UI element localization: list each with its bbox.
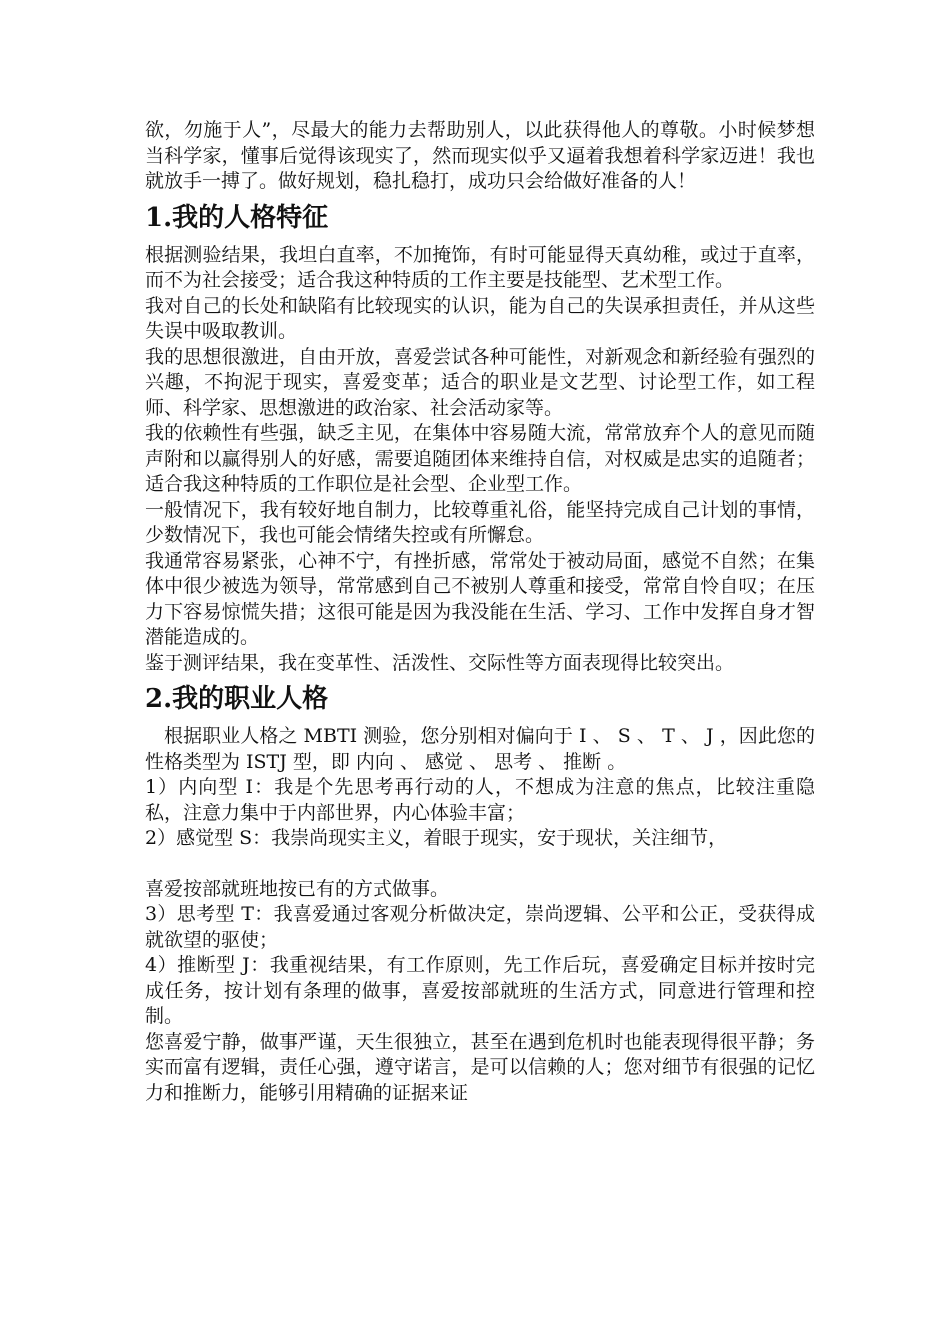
section2-intro: 根据职业人格之 MBTI 测验，您分别相对偏向于 I 、 S 、 T 、 J ，因此您的性格类型为 ISTJ 型，即 内向 、 感觉 、 思考 、 推断 。 (145, 725, 815, 773)
section1-paragraph: 根据测验结果，我坦白直率，不加掩饰，有时可能显得天真幼稚，或过于直率，而不为社会接受；适合我这种特质的工作主要是技能型、艺术型工作。 (145, 243, 815, 291)
section1-paragraph: 我通常容易紧张，心神不宁，有挫折感，常常处于被动局面，感觉不自然；在集体中很少被选为领导，常常感到自己不被别人尊重和接受，常常自怜自叹；在压力下容易惊慌失措；这很可能是因为我没能在生活、学习、工作中发挥自身才智潜能造成的。 (145, 549, 815, 648)
section1-paragraph: 一般情况下，我有较好地自制力，比较尊重礼俗，能坚持完成自己计划的事情，少数情况下，我也可能会情绪失控或有所懈怠。 (145, 498, 815, 546)
intro-paragraph: 欲，勿施于人”，尽最大的能力去帮助别人，以此获得他人的尊敬。小时候梦想当科学家，懂事后觉得该现实了，然而现实似乎又逼着我想着科学家迈进！我也就放手一搏了。做好规划，稳扎稳打，成功只会给做好准备的人！ (145, 119, 815, 192)
section1-paragraph: 我的思想很激进，自由开放，喜爱尝试各种可能性，对新观念和新经验有强烈的兴趣，不拘泥于现实，喜爱变革；适合的职业是文艺型、讨论型工作，如工程师、科学家、思想激进的政治家、社会活动家等。 (145, 345, 815, 419)
section2-paragraph: 您喜爱宁静，做事严谨，天生很独立，甚至在遇到危机时也能表现得很平静；务实而富有逻辑，责任心强，遵守诺言，是可以信赖的人；您对细节有很强的记忆力和推断力，能够引用精确的证据来证 (145, 1030, 815, 1104)
section1-paragraph: 我的依赖性有些强，缺乏主见，在集体中容易随大流，常常放弃个人的意见而随声附和以赢得别人的好感，需要追随团体来维持自信，对权威是忠实的追随者；适合我这种特质的工作职位是社会型、企业型工作。 (145, 422, 815, 495)
section2-item: 1）内向型 I：我是个先思考再行动的人，不想成为注意的焦点，比较注重隐私，注意力集中于内部世界，内心体验丰富； (145, 776, 815, 824)
section1-heading: 1.我的人格特征 (145, 202, 329, 233)
document-page (145, 118, 815, 1106)
section2-item: 2）感觉型 S：我崇尚现实主义，着眼于现实，安于现状，关注细节， (145, 827, 728, 849)
section2-item: 4）推断型 J：我重视结果，有工作原则，先工作后玩，喜爱确定目标并按时完成任务，按计划有条理的做事，喜爱按部就班的生活方式，同意进行管理和控制。 (145, 954, 815, 1027)
blank-line (145, 852, 815, 877)
section2-item: 喜爱按部就班地按已有的方式做事。 (145, 877, 450, 900)
section2-heading: 2.我的职业人格 (145, 684, 329, 714)
section1-paragraph: 鉴于测评结果，我在变革性、活泼性、交际性等方面表现得比较突出。 (145, 651, 735, 674)
section1-paragraph: 我对自己的长处和缺陷有比较现实的认识，能为自己的失误承担责任，并从这些失误中吸取教训。 (145, 294, 815, 342)
section2-item: 3）思考型 T：我喜爱通过客观分析做决定，崇尚逻辑、公平和公正，受获得成就欲望的驱使； (145, 903, 815, 951)
